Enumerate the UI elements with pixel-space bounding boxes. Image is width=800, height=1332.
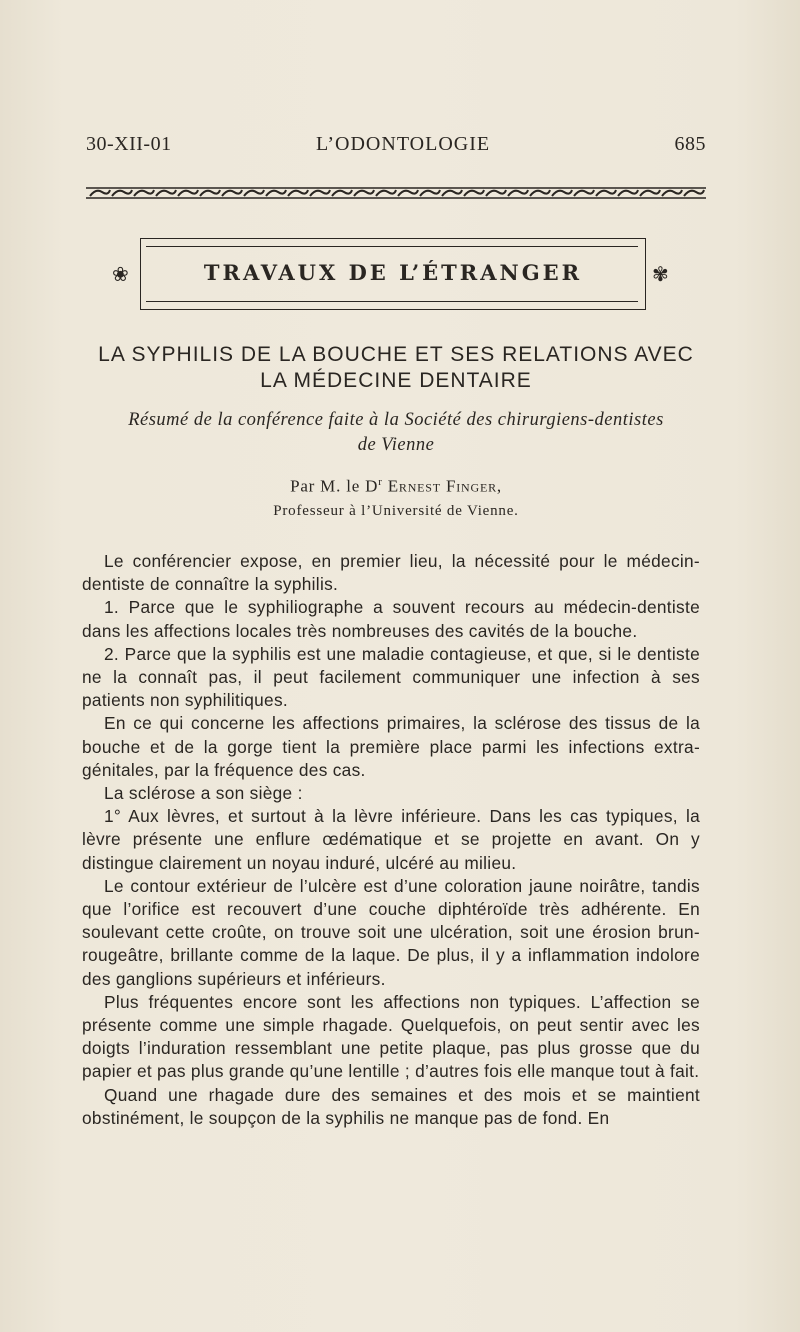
- ornament-wave: [464, 190, 484, 196]
- paragraph: Le contour extérieur de l’ulcère est d’une coloration jaune noirâtre, tandis que l’orifice est recouvert d’une couche diphtéroïde très adhérente. En soulevant cette croûte, on trouve soit une ulcération, soit une érosion brun-rougeâtre, brillante comme de la laque. De plus, il y a inflammation indolore des ganglions supérieurs et inférieurs.: [82, 875, 700, 989]
- running-head: [86, 133, 706, 161]
- header-journal: L’ODONTOLOGIE: [316, 133, 491, 155]
- ornament-wave: [398, 190, 418, 196]
- ornament-wave: [112, 190, 132, 196]
- ornament-wave: [354, 190, 374, 196]
- ornament-wave: [376, 190, 396, 196]
- article-body: [82, 550, 700, 1130]
- ornament-wave: [662, 190, 682, 196]
- ornament-wave: [90, 190, 110, 196]
- paragraph: En ce qui concerne les affections primaires, la sclérose des tissus de la bouche et de la gorge tient la première place parmi les infections extra-génitales, par la fréquence des cas.: [82, 713, 700, 780]
- ornament-wave: [640, 190, 660, 196]
- subtitle-line-1: Résumé de la conférence faite à la Société des chirurgiens-dentistes: [128, 410, 664, 430]
- ornament-wave: [486, 190, 506, 196]
- ornament-wave: [200, 190, 220, 196]
- paragraph: 1. Parce que le syphiliographe a souvent recours au médecin-dentiste dans les affections locales très nombreuses des cavités de la bouche.: [82, 597, 700, 641]
- ornament-wave: [530, 190, 550, 196]
- paragraph: Quand une rhagade dure des semaines et des mois et se maintient obstinément, le soupçon de la syphilis ne manque pas de fond. En: [82, 1084, 700, 1128]
- ornament-wave: [684, 190, 704, 196]
- ornament-wave: [156, 190, 176, 196]
- ornament-wave: [288, 190, 308, 196]
- fleuron-right-icon: ✾: [652, 264, 669, 286]
- article-title-line-1: LA SYPHILIS DE LA BOUCHE ET SES RELATIONS AVEC: [98, 343, 694, 366]
- section-title: TRAVAUX DE L’ÉTRANGER: [203, 260, 583, 285]
- paragraph: 1° Aux lèvres, et surtout à la lèvre inférieure. Dans les cas typiques, la lèvre présente une enflure œdématique et se projette en avant. On y distingue clairement un noyau induré, ulcéré au milieu.: [82, 806, 700, 873]
- fleuron-left-icon: ❀: [112, 264, 129, 286]
- article-subtitle: [86, 408, 706, 458]
- ornament-wave: [244, 190, 264, 196]
- byline-sup: r: [378, 476, 383, 488]
- byline: [86, 476, 706, 497]
- ornament-wave: [552, 190, 572, 196]
- header-page-number: 685: [674, 133, 706, 155]
- header-date: 30-XII-01: [86, 133, 172, 155]
- ornament-wave: [134, 190, 154, 196]
- ornament-wave: [222, 190, 242, 196]
- paragraph: Plus fréquentes encore sont les affections non typiques. L’affection se présente comme une simple rhagade. Quelquefois, on peut sentir avec les doigts l’induration ressemblant une petite plaque, pas plus grosse que du papier et pas plus grande qu’une lentille ; d’autres fois elle manque tout à fait.: [82, 991, 700, 1082]
- ornament-wave: [332, 190, 352, 196]
- ornament-wave: [596, 190, 616, 196]
- ornament-wave: [266, 190, 286, 196]
- ornament-wave: [442, 190, 462, 196]
- paragraph: La sclérose a son siège :: [104, 783, 303, 804]
- paragraph: Le conférencier expose, en premier lieu, la nécessité pour le médecin-dentiste de connaître la syphilis.: [82, 551, 700, 595]
- ornament-wave: [420, 190, 440, 196]
- decorative-rule: [86, 182, 706, 204]
- ornament-wave: [310, 190, 330, 196]
- ornament-wave: [178, 190, 198, 196]
- paragraph: 2. Parce que la syphilis est une maladie contagieuse, et que, si le dentiste ne la connaît pas, il peut facilement communiquer une infection à ses patients non syphilitiques.: [82, 643, 700, 711]
- article-title: [86, 342, 706, 394]
- ornament-wave: [574, 190, 594, 196]
- article-title-line-2: LA MÉDECINE DENTAIRE: [260, 369, 532, 392]
- ornament-wave: [508, 190, 528, 196]
- author-affiliation: Professeur à l’Université de Vienne.: [273, 503, 519, 519]
- subtitle-line-2: de Vienne: [357, 435, 435, 455]
- author-name: Ernest Finger,: [387, 476, 502, 496]
- ornament-wave: [618, 190, 638, 196]
- byline-prefix: Par M. le D: [290, 476, 379, 496]
- section-header-box: [140, 238, 646, 310]
